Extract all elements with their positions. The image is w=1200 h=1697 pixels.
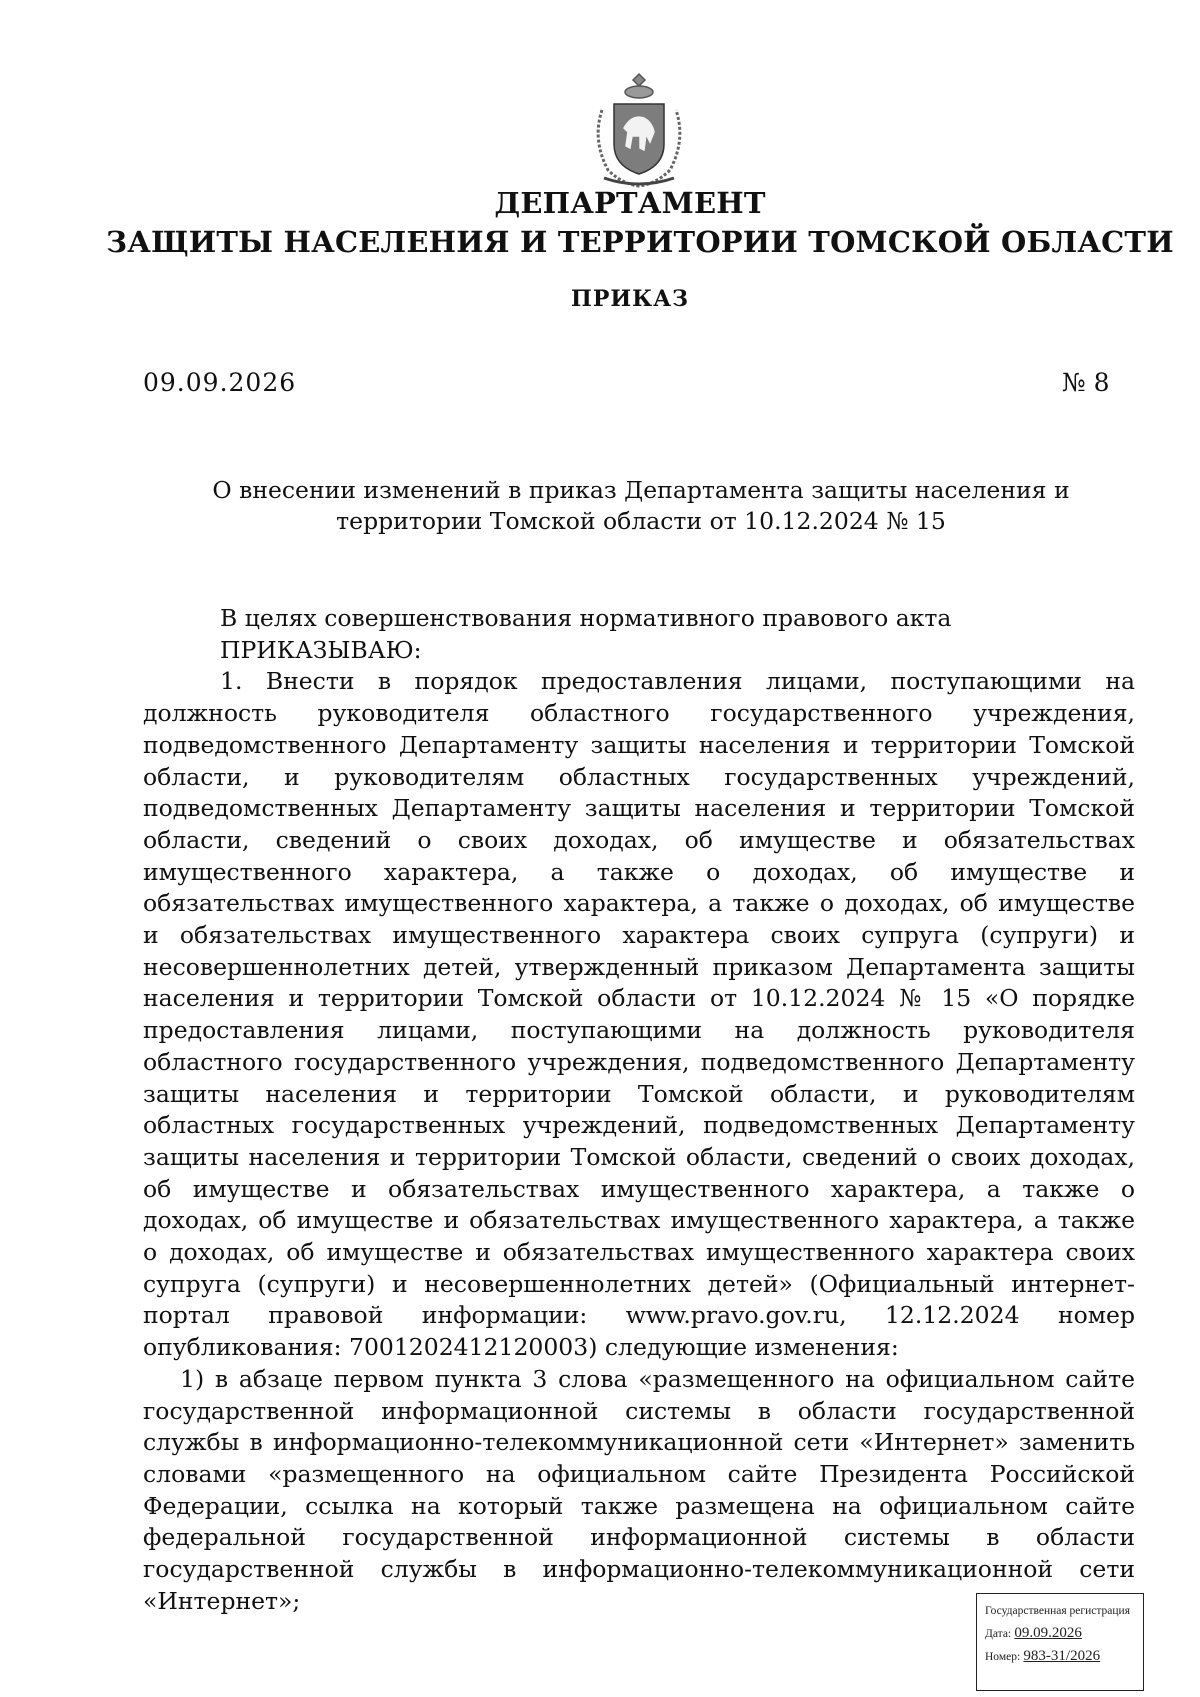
order-body: [143, 603, 1135, 1618]
registration-stamp: [976, 1593, 1144, 1691]
department-name-line1: ДЕПАРТАМЕНТ: [494, 186, 766, 220]
registration-number-label: Номер:: [985, 1651, 1021, 1663]
item-1-subitem-1-paragraph: 1) в абзаце первом пункта 3 слова «размещенного на официальном сайте государственной информационной системы в области государственной службы в информационно-телекоммуникационной сети «Интернет» заменить словами «размещенного на официальном сайте Президента Российской Федерации, ссылка на который также размещена на официальном сайте федеральной государственной информационной системы в области государственной службы в информационно-телекоммуникационной сети «Интернет»;: [143, 1364, 1135, 1615]
registration-title: Государственная регистрация: [985, 1605, 1130, 1617]
intro-paragraph: В целях совершенствования нормативного правового акта: [220, 604, 952, 632]
order-date: 09.09.2026: [143, 368, 297, 397]
registration-date-value: 09.09.2026: [1014, 1625, 1082, 1641]
registration-date-row: [985, 1622, 1135, 1645]
order-number: № 8: [1062, 368, 1110, 397]
document-type-title: ПРИКАЗ: [571, 286, 689, 312]
order-word: ПРИКАЗЫВАЮ:: [220, 635, 422, 664]
registration-number-value: 983-31/2026: [1023, 1648, 1101, 1664]
registration-date-label: Дата:: [985, 1628, 1012, 1640]
registration-number-row: [985, 1645, 1135, 1668]
tomsk-coat-of-arms-emblem: [584, 70, 694, 190]
item-1-paragraph: 1. Внести в порядок предоставления лицами, поступающими на должность руководителя областного государственного учреждения, подведомственного Департаменту защиты населения и территории Томской области, и руководителям областных государственных учреждений, подведомственных Департаменту защиты населения и территории Томской области, сведений о своих доходах, об имуществе и обязательствах имущественного характера, а также о доходах, об имуществе и обязательствах имущественного характера, а также о доходах, об имуществе и обязательствах имущественного характера своих супруга (супруги) и несовершеннолетних детей, утвержденный приказом Департамента защиты населения и территории Томской области от 10.12.2024 № 15 «О порядке предоставления лицами, поступающими на должность руководителя областного государственного учреждения, подведомственного Департаменту защиты населения и территории Томской области, и руководителям областных государственных учреждений, подведомственных Департаменту защиты населения и территории Томской области, сведений о своих доходах, об имуществе и обязательствах имущественного характера, а также о доходах, об имуществе и обязательствах имущественного характера, а также о доходах, об имуществе и обязательствах имущественного характера своих супруга (супруги) и несовершеннолетних детей» (Официальный интернет-портал правовой информации: www.pravo.gov.ru, 12.12.2024 номер опубликования: 7001202412120003) следующие изменения:: [143, 667, 1135, 1362]
department-name-line2: ЗАЩИТЫ НАСЕЛЕНИЯ И ТЕРРИТОРИИ ТОМСКОЙ ОБЛАСТИ: [106, 225, 1174, 259]
order-subject: О внесении изменений в приказ Департамента защиты населения и территории Томской области от 10.12.2024 № 15: [212, 476, 1070, 535]
